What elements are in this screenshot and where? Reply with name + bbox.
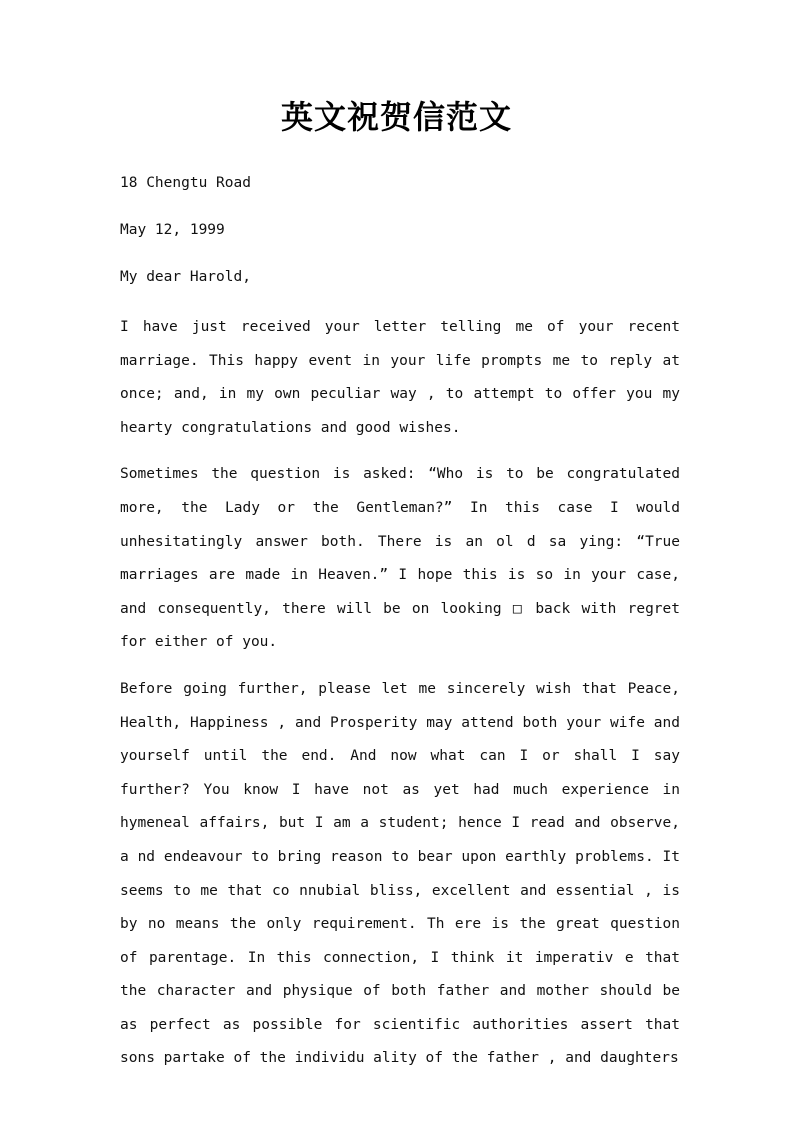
- sender-address: 18 Chengtu Road: [120, 175, 251, 191]
- paragraph-3: Before going further, please let me sincerely wish that Peace, Health, Happiness , and Prosperity may attend both your wife and yourself until the end. And now what can I or shall I say further? You know I have not as yet had much experience in hymeneal affairs, but I am a student; hence I read and observe, a nd endeavour to bring reason to bear upon earthly problems. It seems to me that co nnubial bliss, excellent and essential , is by no means the only requirement. Th ere is the great question of parentage. In this connection, I think it imperativ e that the character and physique of both father and mother should be as perfect as possible for scientific authorities assert that sons partake of the individu ality of the father , and daughters: [120, 680, 680, 1067]
- letter-body: [120, 170, 680, 1089]
- letter-date: May 12, 1999: [120, 222, 225, 238]
- paragraph-2: Sometimes the question is asked: “Who is to be congratulated more, the Lady or the Gentleman?” In this case I would unhesitatingly answer both. There is an ol d sa ying: “True marriages are made in Heaven.” I hope this is so in your case, and consequently, there will be on looking □ back with regret for either of you.: [120, 466, 680, 651]
- salutation: My dear Harold,: [120, 269, 251, 285]
- document-title: 英文祝贺信范文: [280, 98, 512, 136]
- paragraph-1: I have just received your letter telling me of your recent marriage. This happy event in your life prompts me to reply at once; and, in my own peculiar way , to attempt to offer you my hearty congratulations and good wishes.: [120, 319, 680, 436]
